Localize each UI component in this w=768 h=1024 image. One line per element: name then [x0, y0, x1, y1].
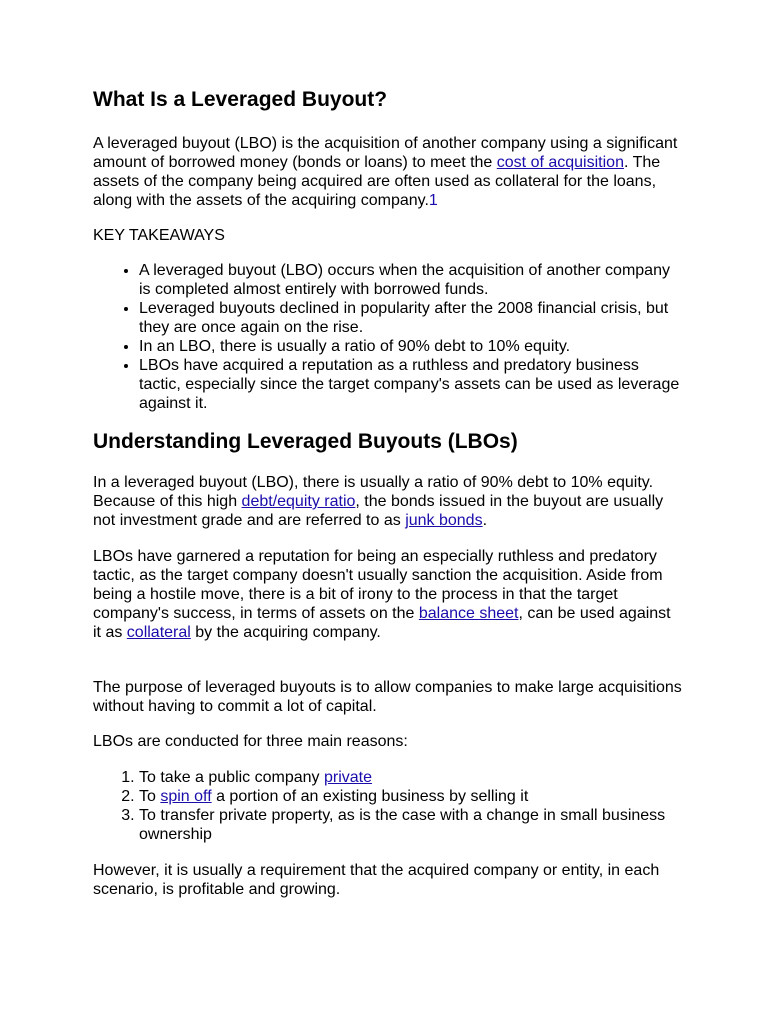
- takeaways-list: [93, 261, 683, 413]
- intro-text-2: . The assets of the company being acquired are often used as collateral for the loans, along with the assets of the acquiring company.: [93, 154, 661, 209]
- paragraph: [93, 473, 683, 530]
- paragraph-text: by the acquiring company.: [190, 624, 381, 641]
- paragraph-text: LBOs have garnered a reputation for being an especially ruthless and predatory tactic, as the target company doesn't usually sanction the acquisition. Aside from being a hostile move, there is a bit of irony to the process in that the target company's success, in terms of assets on the: [93, 548, 663, 622]
- cost-of-acquisition-link[interactable]: cost of acquisition: [496, 154, 624, 171]
- junk-bonds-link[interactable]: junk bonds: [405, 512, 483, 529]
- list-item: • A leveraged buyout (LBO) occurs when the acquisition of another company is completed almost entirely with borrowed funds.: [139, 261, 683, 299]
- key-takeaways-label: KEY TAKEAWAYS: [93, 227, 225, 244]
- intro-text: A leveraged buyout (LBO) is the acquisition of another company using a significant amount of borrowed money (bonds or loans) to meet the: [93, 135, 678, 171]
- reasons-list: [93, 768, 683, 844]
- list-item-text: To take a public company: [139, 769, 324, 786]
- page-title: What Is a Leveraged Buyout?: [93, 88, 388, 111]
- list-item-text: To: [139, 788, 161, 805]
- paragraph: [93, 547, 683, 642]
- balance-sheet-link[interactable]: balance sheet: [418, 605, 519, 622]
- list-item: [139, 768, 683, 787]
- list-item: [139, 787, 683, 806]
- paragraph-text: In a leveraged buyout (LBO), there is usually a ratio of 90% debt to 10% equity. Because of this high: [93, 474, 654, 510]
- debt-equity-ratio-link[interactable]: debt/equity ratio: [241, 493, 356, 510]
- list-item: 3. To transfer private property, as is the case with a change in small business ownership: [139, 806, 683, 844]
- intro-paragraph: [93, 134, 683, 210]
- private-link[interactable]: private: [324, 769, 373, 786]
- paragraph: The purpose of leveraged buyouts is to allow companies to make large acquisitions without having to commit a lot of capital.: [93, 679, 682, 715]
- spin-off-link[interactable]: spin off: [160, 788, 212, 805]
- footnote-ref-link[interactable]: 1: [428, 192, 438, 209]
- list-item: • LBOs have acquired a reputation as a ruthless and predatory business tactic, especially since the target company's assets can be used as leverage against it.: [139, 356, 683, 413]
- paragraph: LBOs are conducted for three main reasons:: [93, 733, 408, 750]
- collateral-link[interactable]: collateral: [126, 624, 191, 641]
- list-item: • In an LBO, there is usually a ratio of 90% debt to 10% equity.: [139, 337, 683, 356]
- paragraph-text: .: [482, 512, 488, 529]
- section-heading: Understanding Leveraged Buyouts (LBOs): [93, 430, 518, 453]
- list-item: • Leveraged buyouts declined in popularity after the 2008 financial crisis, but they are once again on the rise.: [139, 299, 683, 337]
- article: [93, 88, 683, 899]
- paragraph: However, it is usually a requirement that the acquired company or entity, in each scenario, is profitable and growing.: [93, 862, 660, 898]
- paragraph-text: , the bonds issued in the buyout are usually not investment grade and are referred to as: [93, 493, 664, 529]
- list-item-text: a portion of an existing business by selling it: [211, 788, 529, 805]
- paragraph-text: , can be used against it as: [93, 605, 671, 641]
